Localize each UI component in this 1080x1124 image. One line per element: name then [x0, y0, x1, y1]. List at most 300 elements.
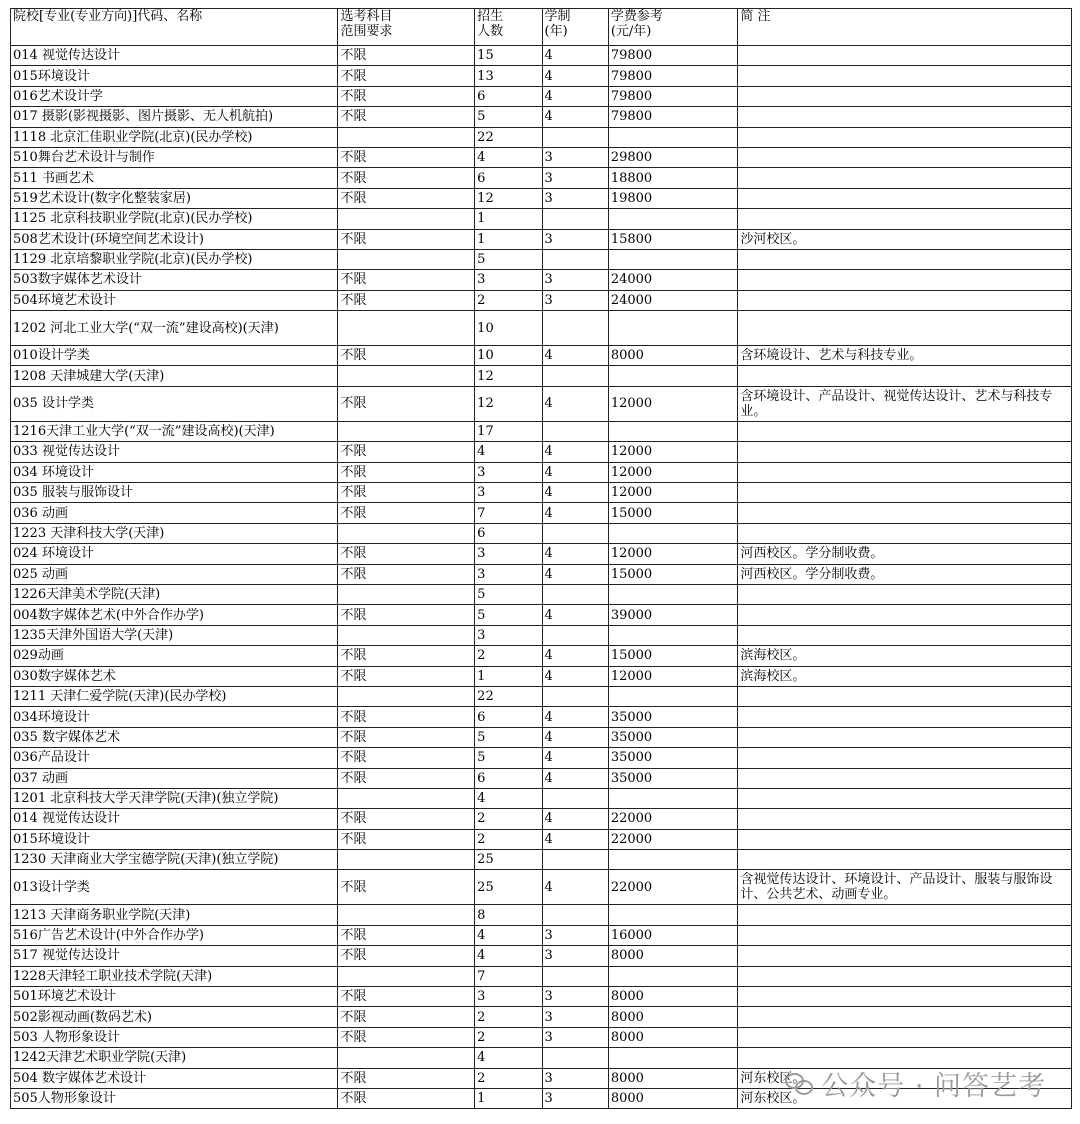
cell-program-name: 013设计学类: [11, 870, 338, 905]
cell-program-name: 037 动画: [11, 768, 338, 788]
cell-tuition: 8000: [608, 1027, 738, 1047]
cell-tuition: 8000: [608, 987, 738, 1007]
cell-duration: 4: [542, 503, 608, 523]
table-row: [11, 925, 1072, 945]
cell-enrollment: 10: [475, 311, 542, 346]
cell-notes: [738, 625, 1072, 645]
cell-duration: [542, 209, 608, 229]
cell-duration: [542, 966, 608, 986]
cell-duration: 4: [542, 564, 608, 584]
cell-enrollment: 3: [475, 625, 542, 645]
header-tuition: [608, 9, 738, 46]
cell-duration: 4: [542, 809, 608, 829]
cell-duration: 4: [542, 666, 608, 686]
cell-enrollment: 2: [475, 1068, 542, 1088]
cell-notes: [738, 421, 1072, 441]
cell-notes: [738, 483, 1072, 503]
cell-enrollment: 6: [475, 523, 542, 543]
cell-tuition: [608, 127, 738, 147]
cell-duration: 4: [542, 768, 608, 788]
cell-subject-requirement: [338, 625, 475, 645]
cell-tuition: 15000: [608, 564, 738, 584]
cell-duration: [542, 850, 608, 870]
cell-notes: [738, 946, 1072, 966]
table-row: [11, 987, 1072, 1007]
cell-notes: [738, 707, 1072, 727]
cell-notes: 滨海校区。: [738, 666, 1072, 686]
cell-duration: [542, 523, 608, 543]
cell-program-name: 504环境艺术设计: [11, 290, 338, 310]
header-line: 人数: [477, 24, 504, 39]
cell-notes: [738, 270, 1072, 290]
cell-program-name: 511 书画艺术: [11, 168, 338, 188]
cell-enrollment: 12: [475, 366, 542, 386]
cell-duration: 4: [542, 544, 608, 564]
cell-enrollment: 6: [475, 86, 542, 106]
cell-notes: 含视觉传达设计、环境设计、产品设计、服装与服饰设计、公共艺术、动画专业。: [738, 870, 1072, 905]
table-row: [11, 46, 1072, 66]
table-row: [11, 544, 1072, 564]
cell-notes: [738, 1007, 1072, 1027]
cell-program-name: 1235天津外国语大学(天津): [11, 625, 338, 645]
cell-subject-requirement: [338, 209, 475, 229]
cell-duration: 4: [542, 727, 608, 747]
cell-enrollment: 4: [475, 1048, 542, 1068]
cell-enrollment: 1: [475, 209, 542, 229]
cell-enrollment: 4: [475, 946, 542, 966]
cell-program-name: 1230 天津商业大学宝德学院(天津)(独立学院): [11, 850, 338, 870]
cell-enrollment: 1: [475, 229, 542, 249]
table-row: [11, 270, 1072, 290]
table-row: [11, 188, 1072, 208]
cell-tuition: 79800: [608, 107, 738, 127]
cell-notes: [738, 925, 1072, 945]
cell-subject-requirement: 不限: [338, 107, 475, 127]
cell-duration: [542, 584, 608, 604]
cell-program-name: 1201 北京科技大学天津学院(天津)(独立学院): [11, 788, 338, 808]
cell-notes: 滨海校区。: [738, 646, 1072, 666]
cell-duration: 4: [542, 748, 608, 768]
cell-duration: 4: [542, 483, 608, 503]
watermark-text: 公众号 · 问答艺考: [821, 1071, 1046, 1102]
cell-notes: [738, 905, 1072, 925]
cell-duration: 3: [542, 290, 608, 310]
cell-duration: 4: [542, 442, 608, 462]
cell-notes: [738, 850, 1072, 870]
cell-tuition: 19800: [608, 188, 738, 208]
cell-enrollment: 2: [475, 290, 542, 310]
cell-program-name: 516广告艺术设计(中外合作办学): [11, 925, 338, 945]
cell-duration: 4: [542, 107, 608, 127]
table-row: [11, 564, 1072, 584]
cell-enrollment: 2: [475, 646, 542, 666]
header-subject-requirement: [338, 9, 475, 46]
cell-tuition: [608, 625, 738, 645]
cell-enrollment: 5: [475, 249, 542, 269]
table-row: [11, 311, 1072, 346]
cell-tuition: 16000: [608, 925, 738, 945]
cell-tuition: 8000: [608, 346, 738, 366]
header-line: 范围要求: [340, 24, 393, 39]
cell-notes: [738, 605, 1072, 625]
cell-program-name: 025 动画: [11, 564, 338, 584]
cell-subject-requirement: 不限: [338, 462, 475, 482]
cell-subject-requirement: 不限: [338, 483, 475, 503]
cell-program-name: 508艺术设计(环境空间艺术设计): [11, 229, 338, 249]
cell-tuition: 15800: [608, 229, 738, 249]
cell-tuition: [608, 788, 738, 808]
cell-duration: 4: [542, 86, 608, 106]
header-line: 院校[专业(专业方向)]代码、名称: [13, 9, 203, 24]
cell-enrollment: 1: [475, 666, 542, 686]
cell-program-name: 030数字媒体艺术: [11, 666, 338, 686]
cell-program-name: 1211 天津仁爱学院(天津)(民办学校): [11, 686, 338, 706]
cell-program-name: 517 视觉传达设计: [11, 946, 338, 966]
cell-enrollment: 13: [475, 66, 542, 86]
header-enrollment: [475, 9, 542, 46]
cell-program-name: 016艺术设计学: [11, 86, 338, 106]
cell-subject-requirement: 不限: [338, 666, 475, 686]
cell-duration: [542, 311, 608, 346]
cell-notes: [738, 147, 1072, 167]
header-line: 学费参考: [610, 9, 663, 24]
cell-tuition: 24000: [608, 270, 738, 290]
cell-subject-requirement: [338, 523, 475, 543]
cell-subject-requirement: 不限: [338, 1007, 475, 1027]
table-row: [11, 768, 1072, 788]
cell-duration: [542, 127, 608, 147]
cell-duration: 4: [542, 346, 608, 366]
cell-program-name: 024 环境设计: [11, 544, 338, 564]
cell-duration: 4: [542, 386, 608, 421]
cell-notes: [738, 503, 1072, 523]
cell-enrollment: 5: [475, 727, 542, 747]
cell-notes: 沙河校区。: [738, 229, 1072, 249]
cell-notes: [738, 290, 1072, 310]
cell-enrollment: 15: [475, 46, 542, 66]
cell-program-name: 035 数字媒体艺术: [11, 727, 338, 747]
cell-subject-requirement: 不限: [338, 925, 475, 945]
cell-subject-requirement: [338, 788, 475, 808]
cell-tuition: [608, 249, 738, 269]
table-row: [11, 229, 1072, 249]
cell-notes: [738, 168, 1072, 188]
cell-enrollment: 8: [475, 905, 542, 925]
cell-program-name: 519艺术设计(数字化整装家居): [11, 188, 338, 208]
cell-duration: 4: [542, 646, 608, 666]
cell-duration: [542, 686, 608, 706]
cell-program-name: 1223 天津科技大学(天津): [11, 523, 338, 543]
cell-enrollment: 2: [475, 1007, 542, 1027]
cell-duration: [542, 788, 608, 808]
cell-duration: [542, 249, 608, 269]
cell-enrollment: 4: [475, 442, 542, 462]
cell-enrollment: 3: [475, 462, 542, 482]
cell-tuition: [608, 686, 738, 706]
header-duration: [542, 9, 608, 46]
table-row: [11, 462, 1072, 482]
cell-program-name: 015环境设计: [11, 829, 338, 849]
cell-duration: 3: [542, 188, 608, 208]
table-row: [11, 346, 1072, 366]
cell-program-name: 1228天津轻工职业技术学院(天津): [11, 966, 338, 986]
cell-duration: [542, 366, 608, 386]
cell-duration: 4: [542, 707, 608, 727]
cell-tuition: [608, 421, 738, 441]
cell-subject-requirement: [338, 311, 475, 346]
table-row: [11, 788, 1072, 808]
header-line: 选考科目: [340, 9, 393, 24]
cell-enrollment: 6: [475, 768, 542, 788]
cell-program-name: 014 视觉传达设计: [11, 46, 338, 66]
cell-subject-requirement: 不限: [338, 270, 475, 290]
cell-enrollment: 5: [475, 748, 542, 768]
cell-tuition: 39000: [608, 605, 738, 625]
cell-enrollment: 3: [475, 483, 542, 503]
cell-tuition: 12000: [608, 442, 738, 462]
cell-tuition: [608, 966, 738, 986]
cell-tuition: 35000: [608, 748, 738, 768]
cell-subject-requirement: [338, 584, 475, 604]
cell-enrollment: 1: [475, 1088, 542, 1108]
cell-subject-requirement: 不限: [338, 290, 475, 310]
cell-subject-requirement: [338, 686, 475, 706]
cell-duration: [542, 421, 608, 441]
cell-tuition: [608, 311, 738, 346]
table-row: [11, 870, 1072, 905]
cell-subject-requirement: 不限: [338, 188, 475, 208]
cell-subject-requirement: [338, 905, 475, 925]
cell-notes: [738, 209, 1072, 229]
cell-enrollment: 4: [475, 147, 542, 167]
table-row: [11, 290, 1072, 310]
cell-tuition: 29800: [608, 147, 738, 167]
cell-tuition: [608, 584, 738, 604]
cell-duration: 3: [542, 987, 608, 1007]
cell-program-name: 034 环境设计: [11, 462, 338, 482]
cell-tuition: 22000: [608, 809, 738, 829]
cell-program-name: 1213 天津商务职业学院(天津): [11, 905, 338, 925]
cell-enrollment: 25: [475, 870, 542, 905]
cell-tuition: 12000: [608, 483, 738, 503]
cell-notes: [738, 768, 1072, 788]
cell-tuition: 79800: [608, 66, 738, 86]
cell-program-name: 503数字媒体艺术设计: [11, 270, 338, 290]
cell-tuition: 35000: [608, 707, 738, 727]
cell-notes: [738, 311, 1072, 346]
cell-subject-requirement: 不限: [338, 748, 475, 768]
cell-tuition: 8000: [608, 1007, 738, 1027]
cell-program-name: 1118 北京汇佳职业学院(北京)(民办学校): [11, 127, 338, 147]
cell-duration: 4: [542, 605, 608, 625]
cell-tuition: 12000: [608, 462, 738, 482]
cell-subject-requirement: [338, 850, 475, 870]
cell-notes: [738, 188, 1072, 208]
cell-notes: [738, 462, 1072, 482]
cell-subject-requirement: 不限: [338, 564, 475, 584]
cell-duration: 4: [542, 870, 608, 905]
cell-tuition: 22000: [608, 870, 738, 905]
table-row: [11, 209, 1072, 229]
header-line: (元/年): [610, 24, 652, 39]
cell-duration: 3: [542, 168, 608, 188]
cell-tuition: 79800: [608, 86, 738, 106]
cell-program-name: 035 服装与服饰设计: [11, 483, 338, 503]
header-line: 简 注: [740, 9, 771, 24]
cell-subject-requirement: 不限: [338, 86, 475, 106]
cell-subject-requirement: [338, 366, 475, 386]
table-row: [11, 1007, 1072, 1027]
cell-enrollment: 2: [475, 1027, 542, 1047]
cell-enrollment: 22: [475, 127, 542, 147]
header-line: 学制: [544, 9, 571, 24]
cell-duration: 3: [542, 1088, 608, 1108]
cell-tuition: 24000: [608, 290, 738, 310]
cell-subject-requirement: 不限: [338, 147, 475, 167]
table-row: [11, 107, 1072, 127]
table-row: [11, 727, 1072, 747]
cell-duration: 3: [542, 1007, 608, 1027]
table-row: [11, 646, 1072, 666]
table-row: [11, 1027, 1072, 1047]
cell-subject-requirement: 不限: [338, 768, 475, 788]
cell-program-name: 1208 天津城建大学(天津): [11, 366, 338, 386]
cell-enrollment: 22: [475, 686, 542, 706]
cell-duration: [542, 1048, 608, 1068]
cell-enrollment: 4: [475, 925, 542, 945]
cell-subject-requirement: 不限: [338, 503, 475, 523]
cell-program-name: 004数字媒体艺术(中外合作办学): [11, 605, 338, 625]
cell-subject-requirement: 不限: [338, 829, 475, 849]
cell-notes: [738, 249, 1072, 269]
table-row: [11, 946, 1072, 966]
cell-notes: 含环境设计、产品设计、视觉传达设计、艺术与科技专业。: [738, 386, 1072, 421]
cell-tuition: [608, 366, 738, 386]
table-row: [11, 829, 1072, 849]
cell-duration: 4: [542, 46, 608, 66]
cell-duration: 3: [542, 946, 608, 966]
cell-notes: [738, 788, 1072, 808]
cell-notes: [738, 686, 1072, 706]
cell-program-name: 033 视觉传达设计: [11, 442, 338, 462]
cell-notes: [738, 366, 1072, 386]
cell-notes: 河东校区。: [738, 1088, 1072, 1108]
cell-tuition: [608, 905, 738, 925]
cell-notes: [738, 523, 1072, 543]
cell-duration: 4: [542, 462, 608, 482]
cell-duration: [542, 625, 608, 645]
cell-tuition: 79800: [608, 46, 738, 66]
cell-tuition: 15000: [608, 646, 738, 666]
cell-duration: 3: [542, 1027, 608, 1047]
header-notes: [738, 9, 1072, 46]
cell-enrollment: 6: [475, 168, 542, 188]
cell-subject-requirement: 不限: [338, 727, 475, 747]
cell-notes: [738, 127, 1072, 147]
cell-program-name: 1202 河北工业大学(“双一流”建设高校)(天津): [11, 311, 338, 346]
cell-subject-requirement: 不限: [338, 605, 475, 625]
table-row: [11, 905, 1072, 925]
cell-program-name: 505人物形象设计: [11, 1088, 338, 1108]
table-row: [11, 523, 1072, 543]
cell-notes: [738, 829, 1072, 849]
cell-tuition: 35000: [608, 727, 738, 747]
cell-program-name: 1129 北京培黎职业学院(北京)(民办学校): [11, 249, 338, 269]
table-row: [11, 503, 1072, 523]
cell-enrollment: 2: [475, 809, 542, 829]
table-row: [11, 605, 1072, 625]
cell-notes: [738, 748, 1072, 768]
cell-duration: 3: [542, 925, 608, 945]
cell-enrollment: 5: [475, 107, 542, 127]
table-body: [11, 9, 1072, 1109]
cell-duration: 3: [542, 147, 608, 167]
table-row: [11, 366, 1072, 386]
cell-subject-requirement: 不限: [338, 1088, 475, 1108]
table-row: [11, 850, 1072, 870]
cell-enrollment: 7: [475, 966, 542, 986]
cell-notes: [738, 1027, 1072, 1047]
cell-tuition: 8000: [608, 946, 738, 966]
cell-program-name: 036 动画: [11, 503, 338, 523]
cell-program-name: 1216天津工业大学(“双一流”建设高校)(天津): [11, 421, 338, 441]
cell-program-name: 010设计学类: [11, 346, 338, 366]
cell-program-name: 510舞台艺术设计与制作: [11, 147, 338, 167]
cell-tuition: [608, 1048, 738, 1068]
table-row: [11, 584, 1072, 604]
cell-subject-requirement: [338, 421, 475, 441]
cell-tuition: 12000: [608, 386, 738, 421]
cell-duration: 3: [542, 270, 608, 290]
cell-subject-requirement: 不限: [338, 870, 475, 905]
table-row: [11, 249, 1072, 269]
table-row: [11, 66, 1072, 86]
cell-program-name: 1242天津艺术职业学院(天津): [11, 1048, 338, 1068]
admissions-table: [10, 8, 1072, 1109]
cell-program-name: 035 设计学类: [11, 386, 338, 421]
table-row: [11, 127, 1072, 147]
cell-tuition: 8000: [608, 1068, 738, 1088]
cell-notes: 河东校区。: [738, 1068, 1072, 1088]
cell-enrollment: 2: [475, 829, 542, 849]
cell-enrollment: 5: [475, 584, 542, 604]
cell-notes: [738, 987, 1072, 1007]
cell-enrollment: 12: [475, 386, 542, 421]
table-row: [11, 748, 1072, 768]
cell-duration: [542, 905, 608, 925]
cell-notes: [738, 727, 1072, 747]
cell-notes: [738, 86, 1072, 106]
cell-notes: [738, 966, 1072, 986]
cell-enrollment: 3: [475, 987, 542, 1007]
header-program-name: [11, 9, 338, 46]
table-row: [11, 147, 1072, 167]
cell-subject-requirement: 不限: [338, 66, 475, 86]
cell-subject-requirement: 不限: [338, 707, 475, 727]
cell-subject-requirement: 不限: [338, 987, 475, 1007]
cell-program-name: 017 摄影(影视摄影、图片摄影、无人机航拍): [11, 107, 338, 127]
cell-subject-requirement: 不限: [338, 229, 475, 249]
cell-notes: [738, 584, 1072, 604]
cell-enrollment: 3: [475, 544, 542, 564]
cell-subject-requirement: [338, 966, 475, 986]
cell-subject-requirement: 不限: [338, 346, 475, 366]
cell-program-name: 014 视觉传达设计: [11, 809, 338, 829]
cell-subject-requirement: 不限: [338, 1027, 475, 1047]
cell-subject-requirement: 不限: [338, 809, 475, 829]
watermark: [785, 1064, 1046, 1103]
cell-enrollment: 7: [475, 503, 542, 523]
